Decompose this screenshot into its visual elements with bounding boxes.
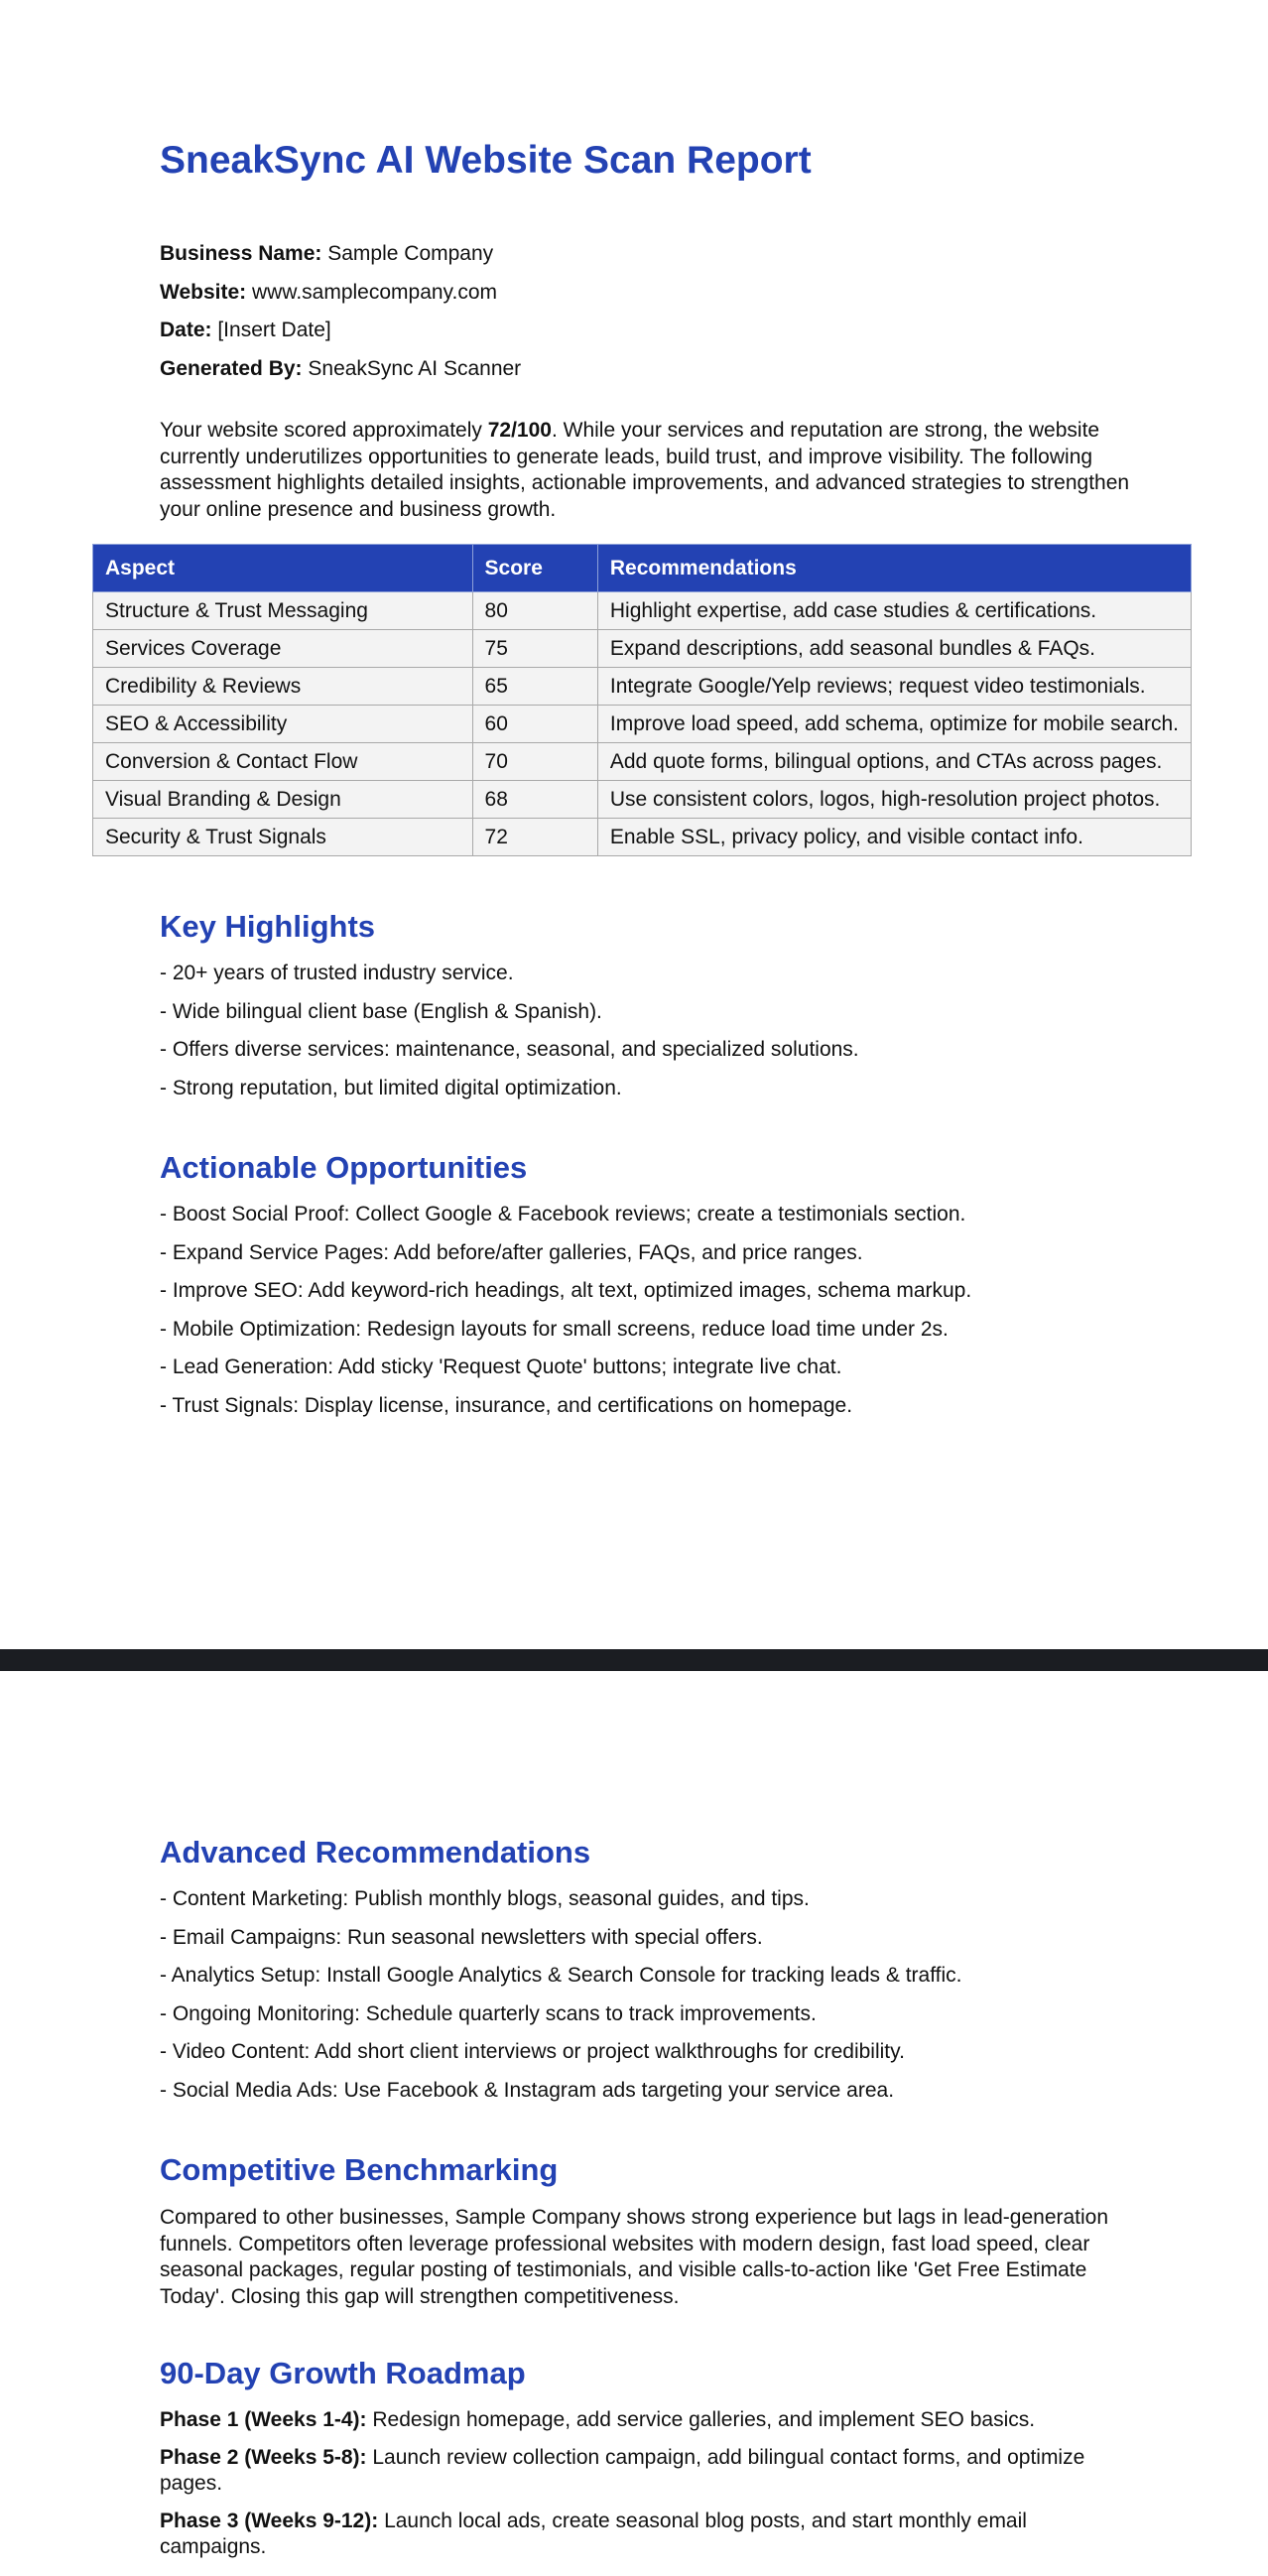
list-item: - Analytics Setup: Install Google Analytics & Search Console for tracking leads & traffic. [160, 1964, 962, 1987]
scan-table [92, 544, 1192, 856]
list-item: - Trust Signals: Display license, insurance, and certifications on homepage. [160, 1393, 853, 1417]
cell-aspect: Credibility & Reviews [93, 668, 473, 706]
cell-recommendation: Expand descriptions, add seasonal bundles & FAQs. [597, 630, 1191, 668]
cell-score: 75 [472, 630, 597, 668]
list-item: - Ongoing Monitoring: Schedule quarterly scans to track improvements. [160, 2001, 817, 2025]
roadmap-phases [160, 2407, 1132, 2572]
table-row [93, 630, 1192, 668]
roadmap-phase-3 [160, 2509, 1132, 2560]
cell-score: 65 [472, 668, 597, 706]
meta-value: SneakSync AI Scanner [302, 356, 522, 380]
list-item: - Improve SEO: Add keyword-rich headings, alt text, optimized images, schema markup. [160, 1279, 972, 1302]
meta-website [160, 278, 521, 317]
list-item: - Mobile Optimization: Redesign layouts for small screens, reduce load time under 2s. [160, 1317, 949, 1341]
advanced-recommendations-list [160, 1884, 962, 2114]
meta-generated-by [160, 354, 521, 393]
list-item: - Strong reputation, but limited digital optimization. [160, 1076, 622, 1099]
intro-paragraph [160, 418, 1132, 523]
intro-suffix: . While your services and reputation are strong, the website currently underutilizes opportunities to generate leads, build trust, and improve visibility. The following assessment highlights detailed insights, actionable improvements, and advanced strategies to strengthen your online presence and business growth. [160, 419, 1130, 521]
header-aspect: Aspect [93, 545, 473, 592]
report-page-2 [0, 1671, 1268, 2576]
phase-label: Phase 1 (Weeks 1-4): [160, 2408, 367, 2431]
roadmap-phase-1 [160, 2407, 1132, 2433]
competitive-benchmarking-heading: Competitive Benchmarking [160, 2152, 559, 2187]
cell-recommendation: Use consistent colors, logos, high-resolution project photos. [597, 781, 1191, 819]
header-score: Score [472, 545, 597, 592]
phase-text: Redesign homepage, add service galleries, and implement SEO basics. [366, 2408, 1036, 2431]
table-header-row [93, 545, 1192, 592]
list-item: - Boost Social Proof: Collect Google & Facebook reviews; create a testimonials section. [160, 1203, 966, 1225]
list-item: - Video Content: Add short client interviews or project walkthroughs for credibility. [160, 2040, 905, 2063]
overall-score: 72/100 [487, 419, 552, 442]
report-meta [160, 239, 521, 392]
benchmark-paragraph: Compared to other businesses, Sample Company shows strong experience but lags in lead-generation funnels. Competitors often leverage professional websites with modern design, fast load speed, clear seasonal packages, regular posting of testimonials, and visible calls-to-action like 'Get Free Estimate Today'. Closing this gap will strengthen competitiveness. [160, 2206, 1109, 2308]
cell-recommendation: Improve load speed, add schema, optimize for mobile search. [597, 706, 1191, 743]
page-divider [0, 1649, 1268, 1671]
cell-recommendation: Highlight expertise, add case studies & certifications. [597, 592, 1191, 630]
list-item: - Expand Service Pages: Add before/after galleries, FAQs, and price ranges. [160, 1240, 863, 1264]
list-item: - Social Media Ads: Use Facebook & Instagram ads targeting your service area. [160, 2078, 895, 2102]
cell-aspect: Security & Trust Signals [93, 819, 473, 856]
cell-aspect: Visual Branding & Design [93, 781, 473, 819]
actionable-opportunities-list [160, 1200, 971, 1429]
cell-recommendation: Add quote forms, bilingual options, and CTAs across pages. [597, 743, 1191, 781]
phase-text: Launch review collection campaign, add bilingual contact forms, and optimize pages. [160, 2446, 1085, 2495]
table-row [93, 592, 1192, 630]
advanced-recommendations-heading: Advanced Recommendations [160, 1835, 591, 1869]
phase-text: Launch local ads, create seasonal blog posts, and start monthly email campaigns. [160, 2510, 1027, 2558]
cell-score: 60 [472, 706, 597, 743]
intro-prefix: Your website scored approximately [160, 419, 488, 442]
cell-recommendation: Integrate Google/Yelp reviews; request video testimonials. [597, 668, 1191, 706]
key-highlights-list [160, 959, 859, 1111]
list-item: - Wide bilingual client base (English & Spanish). [160, 999, 602, 1023]
growth-roadmap-heading: 90-Day Growth Roadmap [160, 2356, 526, 2390]
table-row [93, 706, 1192, 743]
cell-score: 68 [472, 781, 597, 819]
key-highlights-heading: Key Highlights [160, 909, 376, 944]
cell-recommendation: Enable SSL, privacy policy, and visible contact info. [597, 819, 1191, 856]
cell-score: 70 [472, 743, 597, 781]
list-item: - Lead Generation: Add sticky 'Request Quote' buttons; integrate live chat. [160, 1355, 842, 1378]
meta-label: Business Name: [160, 242, 322, 265]
meta-value: [Insert Date] [211, 319, 331, 341]
meta-date [160, 316, 521, 354]
meta-value: www.samplecompany.com [246, 280, 498, 304]
cell-aspect: SEO & Accessibility [93, 706, 473, 743]
cell-aspect: Structure & Trust Messaging [93, 592, 473, 630]
table-row [93, 781, 1192, 819]
meta-label: Date: [160, 319, 212, 341]
meta-business-name [160, 239, 521, 278]
cell-aspect: Services Coverage [93, 630, 473, 668]
list-item: - Offers diverse services: maintenance, seasonal, and specialized solutions. [160, 1038, 859, 1061]
meta-value: Sample Company [321, 242, 494, 265]
meta-label: Generated By: [160, 356, 303, 380]
list-item: - Email Campaigns: Run seasonal newsletters with special offers. [160, 1925, 763, 1949]
phase-label: Phase 2 (Weeks 5-8): [160, 2446, 367, 2469]
report-title: SneakSync AI Website Scan Report [160, 139, 812, 182]
cell-score: 72 [472, 819, 597, 856]
meta-label: Website: [160, 280, 247, 304]
roadmap-phase-2 [160, 2445, 1132, 2497]
header-recommendations: Recommendations [597, 545, 1191, 592]
cell-score: 80 [472, 592, 597, 630]
list-item: - Content Marketing: Publish monthly blogs, seasonal guides, and tips. [160, 1887, 810, 1910]
actionable-opportunities-heading: Actionable Opportunities [160, 1150, 528, 1185]
table-row [93, 743, 1192, 781]
cell-aspect: Conversion & Contact Flow [93, 743, 473, 781]
table-row [93, 668, 1192, 706]
phase-label: Phase 3 (Weeks 9-12): [160, 2510, 379, 2532]
list-item: - 20+ years of trusted industry service. [160, 962, 514, 984]
table-row [93, 819, 1192, 856]
